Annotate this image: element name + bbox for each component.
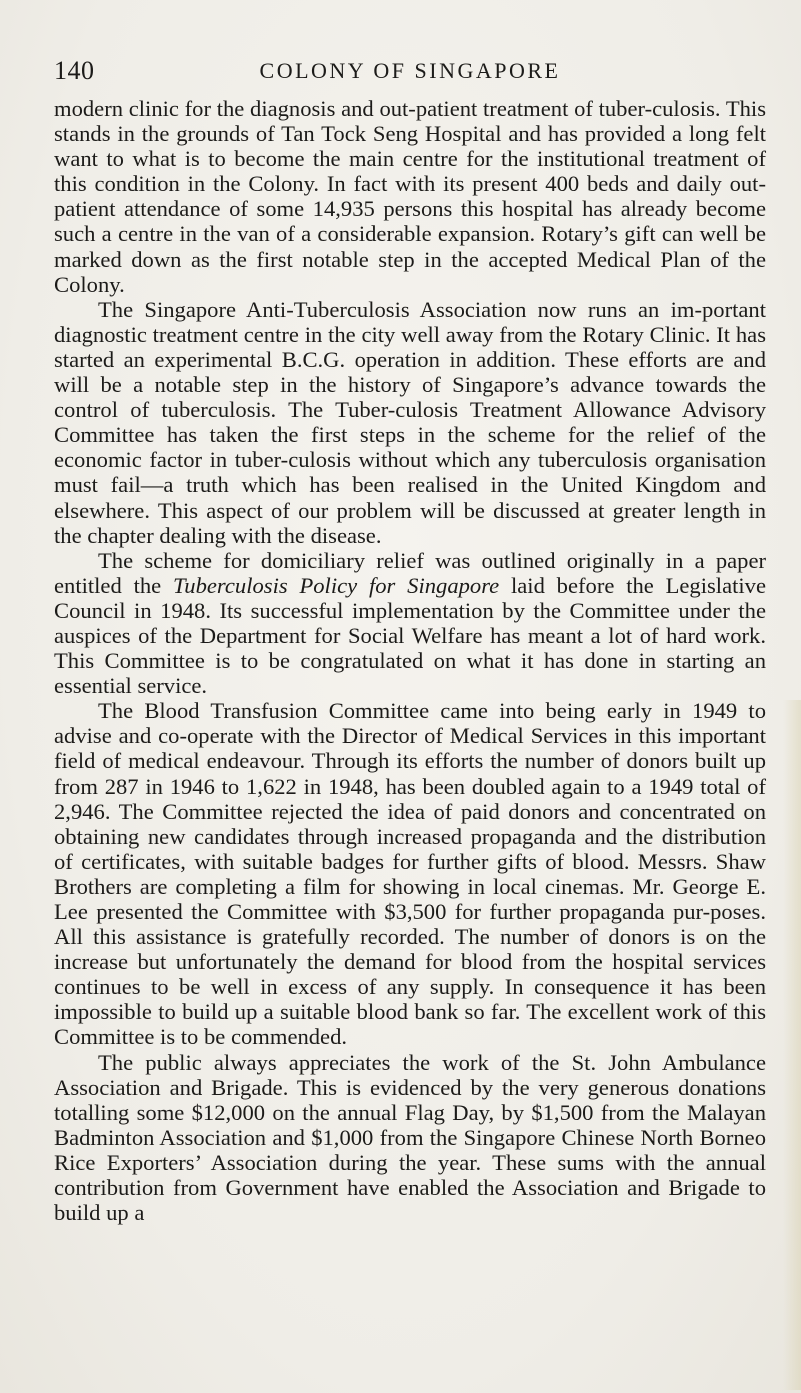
paper-edge-stain (783, 700, 801, 1390)
paragraph-continued (54, 96, 766, 297)
paper-title: Tuberculosis Policy for Singapore (172, 572, 500, 598)
paragraph-text: modern clinic for the diagnosis and out-patient treatment of tuber-culosis. This stands in the grounds of Tan Tock Seng Hospital and has provided a long felt want to what is to become the main centre for the institutional treatment of this condition in the Colony. In fact with its present 400 beds and daily out-patient attendance of some 14,935 persons this hospital has already become such a centre in the van of a considerable expansion. Rotary’s gift can well be marked down as the first notable step in the accepted Medical Plan of the Colony. (54, 96, 766, 297)
page-number: 140 (54, 56, 95, 85)
paragraph-text: The public always appreciates the work of the St. John Ambulance Association and Brigade. This is evidenced by the very generous donations totalling some $12,000 on the annual Flag Day, by $1,500 from the Malayan Badminton Association and $1,000 from the Singapore Chinese North Borneo Rice Exporters’ Association during the year. These sums with the annual contribution from Government have enabled the Association and Brigade to build up a (54, 1049, 766, 1226)
paragraph-anti-tuberculosis (54, 297, 766, 548)
paragraph-st-john-ambulance (54, 1050, 766, 1226)
paragraph-text: The Blood Transfusion Committee came into being early in 1949 to advise and co-operate with the Director of Medical Services in this important field of medical endeavour. Through its efforts the number of donors built up from 287 in 1946 to 1,622 in 1948, has been doubled again to a 1949 total of 2,946. The Committee rejected the idea of paid donors and concentrated on obtaining new candidates through increased propaganda and the distribution of certificates, with suitable badges for further gifts of blood. Messrs. Shaw Brothers are completing a film for showing in local cinemas. Mr. George E. Lee presented the Committee with $3,500 for further propaganda pur-poses. All this assistance is gratefully recorded. The number of donors is on the increase but unfortunately the demand for blood from the hospital services continues to be well in excess of any supply. In consequence it has been impossible to build up a suitable blood bank so far. The excellent work of this Committee is to be commended. (54, 698, 766, 1050)
running-head (54, 56, 766, 86)
running-title: COLONY OF SINGAPORE (259, 58, 561, 83)
paragraph-domiciliary-relief (54, 548, 766, 699)
paragraph-text: The scheme for domiciliary relief was outlined originally in a paper entitled the (54, 547, 766, 598)
body-text (54, 96, 766, 1225)
paragraph-text: laid before the Legislative Council in 1948. Its successful implementation by the Committee under the auspices of the Department for Social Welfare has meant a lot of hard work. This Committee is to be congratulated on what it has done in starting an essential service. (54, 572, 766, 699)
paragraph-text: The Singapore Anti-Tuberculosis Association now runs an im-portant diagnostic treatment centre in the city well away from the Rotary Clinic. It has started an experimental B.C.G. operation in addition. These efforts are and will be a notable step in the history of Singapore’s advance towards the control of tuberculosis. The Tuber-culosis Treatment Allowance Advisory Committee has taken the first steps in the scheme for the relief of the economic factor in tuber-culosis without which any tuberculosis organisation must fail—a truth which has been realised in the United Kingdom and elsewhere. This aspect of our problem will be discussed at greater length in the chapter dealing with the disease. (54, 296, 766, 548)
paragraph-blood-transfusion (54, 698, 766, 1049)
